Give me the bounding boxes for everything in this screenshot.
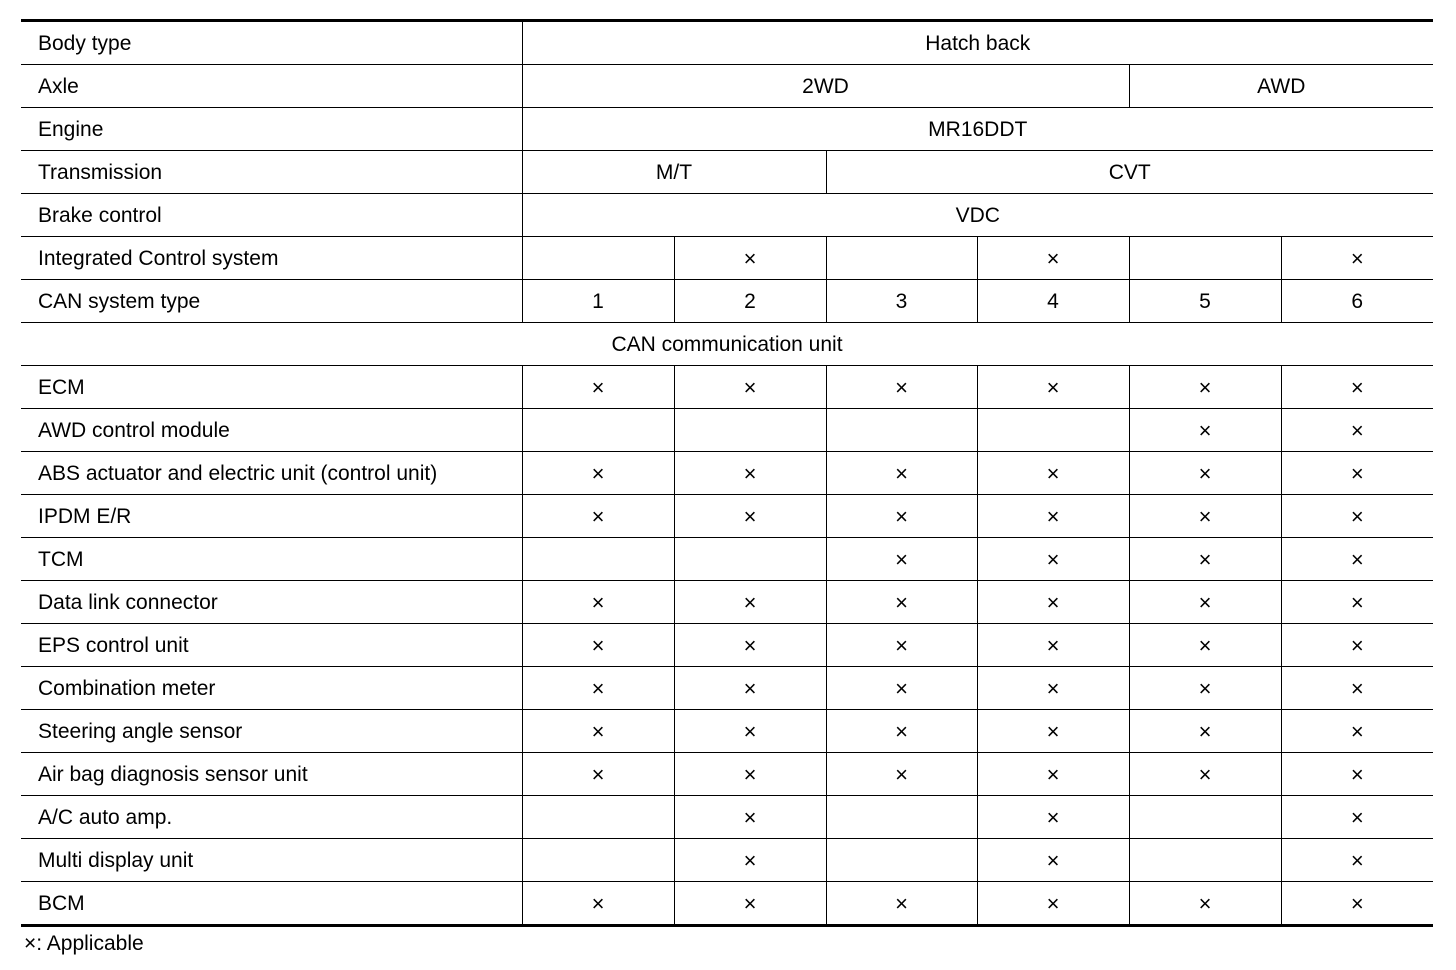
value-cell: 3 <box>826 280 977 323</box>
row-label: ABS actuator and electric unit (control unit) <box>21 452 522 495</box>
row-label: Transmission <box>21 151 522 194</box>
config-row-transmission <box>21 151 1433 194</box>
unit-row-eps-control-unit <box>21 624 1433 667</box>
row-label: TCM <box>21 538 522 581</box>
row-label: AWD control module <box>21 409 522 452</box>
applicable-mark: × <box>674 796 826 839</box>
applicable-mark: × <box>826 366 977 409</box>
row-label: Data link connector <box>21 581 522 624</box>
applicable-mark: × <box>826 495 977 538</box>
applicable-mark: × <box>674 366 826 409</box>
value-cell: 2 <box>674 280 826 323</box>
applicable-mark: × <box>826 667 977 710</box>
row-label: Multi display unit <box>21 839 522 882</box>
config-row-body-type <box>21 21 1433 65</box>
applicable-mark: × <box>977 581 1129 624</box>
value-cell: MR16DDT <box>522 108 1433 151</box>
applicable-mark: × <box>522 753 674 796</box>
applicable-mark: × <box>977 624 1129 667</box>
row-label: ECM <box>21 366 522 409</box>
applicable-mark: × <box>1281 538 1433 581</box>
config-row-integrated-control-system <box>21 237 1433 280</box>
applicable-mark: × <box>1129 624 1281 667</box>
unit-row-multi-display-unit <box>21 839 1433 882</box>
value-cell: M/T <box>522 151 826 194</box>
applicable-mark: × <box>1129 710 1281 753</box>
applicable-mark: × <box>826 581 977 624</box>
empty-cell <box>522 237 674 280</box>
empty-cell <box>826 796 977 839</box>
config-row-axle <box>21 65 1433 108</box>
value-cell: Hatch back <box>522 21 1433 65</box>
applicable-mark: × <box>977 495 1129 538</box>
unit-row-tcm <box>21 538 1433 581</box>
unit-row-awd-control-module <box>21 409 1433 452</box>
applicable-mark: × <box>1281 237 1433 280</box>
row-label: Axle <box>21 65 522 108</box>
applicable-mark: × <box>522 452 674 495</box>
applicable-mark: × <box>522 882 674 926</box>
applicable-mark: × <box>1129 581 1281 624</box>
row-label: CAN system type <box>21 280 522 323</box>
applicable-mark: × <box>674 237 826 280</box>
empty-cell <box>522 796 674 839</box>
section-header: CAN communication unit <box>21 323 1433 366</box>
row-label: BCM <box>21 882 522 926</box>
applicable-mark: × <box>1129 538 1281 581</box>
empty-cell <box>1129 796 1281 839</box>
config-row-brake-control <box>21 194 1433 237</box>
applicable-mark: × <box>522 581 674 624</box>
applicable-mark: × <box>1129 366 1281 409</box>
applicable-mark: × <box>977 452 1129 495</box>
applicable-mark: × <box>1281 495 1433 538</box>
empty-cell <box>1129 839 1281 882</box>
empty-cell <box>674 538 826 581</box>
applicable-mark: × <box>674 495 826 538</box>
applicable-mark: × <box>1129 667 1281 710</box>
section-header-row <box>21 323 1433 366</box>
row-label: Body type <box>21 21 522 65</box>
unit-row-abs-actuator-and-electric-unit-control-unit <box>21 452 1433 495</box>
unit-row-data-link-connector <box>21 581 1433 624</box>
applicable-mark: × <box>1129 753 1281 796</box>
applicable-mark: × <box>674 667 826 710</box>
row-label: Steering angle sensor <box>21 710 522 753</box>
applicable-mark: × <box>977 753 1129 796</box>
row-label: Air bag diagnosis sensor unit <box>21 753 522 796</box>
applicable-mark: × <box>1129 452 1281 495</box>
applicable-mark: × <box>826 624 977 667</box>
empty-cell <box>1129 237 1281 280</box>
applicable-mark: × <box>522 495 674 538</box>
empty-cell <box>674 409 826 452</box>
applicable-mark: × <box>977 710 1129 753</box>
applicable-mark: × <box>977 667 1129 710</box>
unit-row-a-c-auto-amp <box>21 796 1433 839</box>
empty-cell <box>826 409 977 452</box>
can-system-table <box>21 19 1433 927</box>
applicable-mark: × <box>1129 409 1281 452</box>
applicable-mark: × <box>674 624 826 667</box>
value-cell: 6 <box>1281 280 1433 323</box>
applicable-mark: × <box>674 581 826 624</box>
row-label: Combination meter <box>21 667 522 710</box>
applicable-mark: × <box>977 538 1129 581</box>
empty-cell <box>826 839 977 882</box>
table-body <box>21 21 1433 926</box>
applicable-mark: × <box>1281 796 1433 839</box>
value-cell: 5 <box>1129 280 1281 323</box>
unit-row-combination-meter <box>21 667 1433 710</box>
applicable-mark: × <box>1281 581 1433 624</box>
applicable-mark: × <box>674 839 826 882</box>
applicable-mark: × <box>522 624 674 667</box>
value-cell: 1 <box>522 280 674 323</box>
applicable-mark: × <box>1281 409 1433 452</box>
unit-row-ipdm-e-r <box>21 495 1433 538</box>
empty-cell <box>977 409 1129 452</box>
empty-cell <box>522 409 674 452</box>
applicable-mark: × <box>826 452 977 495</box>
row-label: Engine <box>21 108 522 151</box>
applicable-mark: × <box>1281 366 1433 409</box>
row-label: Brake control <box>21 194 522 237</box>
applicable-mark: × <box>977 839 1129 882</box>
applicable-mark: × <box>826 538 977 581</box>
applicable-mark: × <box>522 710 674 753</box>
empty-cell <box>522 538 674 581</box>
applicable-mark: × <box>522 667 674 710</box>
applicable-mark: × <box>1281 839 1433 882</box>
applicable-mark: × <box>977 796 1129 839</box>
value-cell: 2WD <box>522 65 1129 108</box>
applicable-mark: × <box>1281 710 1433 753</box>
applicable-mark: × <box>977 366 1129 409</box>
unit-row-steering-angle-sensor <box>21 710 1433 753</box>
value-cell: CVT <box>826 151 1433 194</box>
empty-cell <box>826 237 977 280</box>
applicable-mark: × <box>1281 753 1433 796</box>
value-cell: AWD <box>1129 65 1433 108</box>
row-label: Integrated Control system <box>21 237 522 280</box>
applicable-mark: × <box>1281 882 1433 926</box>
applicable-mark: × <box>826 882 977 926</box>
applicable-mark: × <box>977 882 1129 926</box>
value-cell: 4 <box>977 280 1129 323</box>
applicable-mark: × <box>674 710 826 753</box>
unit-row-ecm <box>21 366 1433 409</box>
applicable-mark: × <box>977 237 1129 280</box>
unit-row-bcm <box>21 882 1433 926</box>
applicable-mark: × <box>1281 667 1433 710</box>
applicable-mark: × <box>1281 624 1433 667</box>
unit-row-air-bag-diagnosis-sensor-unit <box>21 753 1433 796</box>
applicable-mark: × <box>826 753 977 796</box>
applicable-mark: × <box>674 882 826 926</box>
empty-cell <box>522 839 674 882</box>
applicable-mark: × <box>826 710 977 753</box>
config-row-can-system-type <box>21 280 1433 323</box>
config-row-engine <box>21 108 1433 151</box>
row-label: A/C auto amp. <box>21 796 522 839</box>
row-label: IPDM E/R <box>21 495 522 538</box>
applicable-mark: × <box>674 452 826 495</box>
row-label: EPS control unit <box>21 624 522 667</box>
applicable-mark: × <box>1129 882 1281 926</box>
applicable-mark: × <box>1281 452 1433 495</box>
footnote: ×: Applicable <box>24 932 144 955</box>
applicable-mark: × <box>1129 495 1281 538</box>
applicable-mark: × <box>674 753 826 796</box>
value-cell: VDC <box>522 194 1433 237</box>
applicable-mark: × <box>522 366 674 409</box>
